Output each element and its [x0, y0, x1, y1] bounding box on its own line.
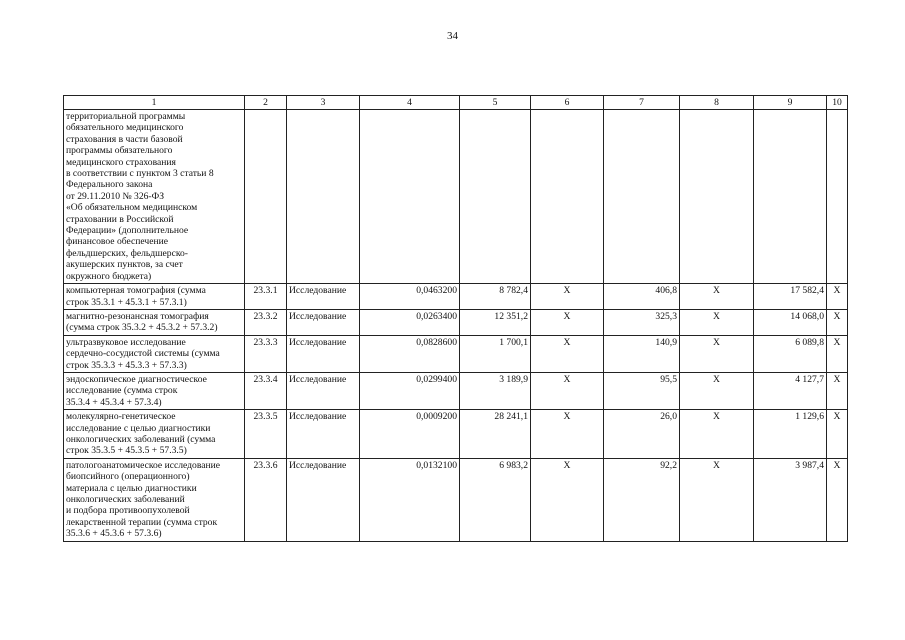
- column-header-9: 9: [754, 96, 827, 110]
- row-x-cell: X: [827, 284, 848, 310]
- table-header-row: [64, 96, 848, 110]
- row-value-cell: 3 987,4: [754, 458, 827, 541]
- row-x-cell: X: [531, 284, 604, 310]
- row-x-cell: X: [827, 372, 848, 409]
- row-value-cell: 26,0: [604, 410, 680, 459]
- row-unit-cell: Исследование: [287, 372, 360, 409]
- row-value-cell: 8 782,4: [460, 284, 531, 310]
- empty-cell: [460, 110, 531, 284]
- row-code-cell: 23.3.4: [245, 372, 287, 409]
- empty-cell: [680, 110, 754, 284]
- row-value-cell: 140,9: [604, 335, 680, 372]
- table-row: [64, 309, 848, 335]
- row-code-cell: 23.3.5: [245, 410, 287, 459]
- row-value-cell: 1 700,1: [460, 335, 531, 372]
- row-value-cell: 0,0299400: [360, 372, 460, 409]
- row-value-cell: 17 582,4: [754, 284, 827, 310]
- page-number: 34: [447, 30, 458, 42]
- row-unit-cell: Исследование: [287, 458, 360, 541]
- column-header-5: 5: [460, 96, 531, 110]
- empty-cell: [287, 110, 360, 284]
- row-x-cell: X: [531, 335, 604, 372]
- row-x-cell: X: [680, 458, 754, 541]
- row-x-cell: X: [531, 458, 604, 541]
- row-value-cell: 28 241,1: [460, 410, 531, 459]
- row-value-cell: 6 089,8: [754, 335, 827, 372]
- row-value-cell: 92,2: [604, 458, 680, 541]
- row-code-cell: 23.3.1: [245, 284, 287, 310]
- row-x-cell: X: [827, 410, 848, 459]
- empty-cell: [754, 110, 827, 284]
- table-row: [64, 458, 848, 541]
- column-header-7: 7: [604, 96, 680, 110]
- row-name-cell: патологоанатомическое исследование биопсийного (операционного) материала с целью диагностики онкологических заболеваний и подбора противоопухолевой лекарственной терапии (сумма строк 35.3.6 + 45.3.6 + 57.3.6): [64, 458, 245, 541]
- column-header-2: 2: [245, 96, 287, 110]
- row-value-cell: 0,0828600: [360, 335, 460, 372]
- intro-cell: территориальной программы обязательного медицинского страхования в части базовой программы обязательного медицинского страхования в соответствии с пунктом 3 статьи 8 Федерального закона от 29.11.2010 № 326-ФЗ «Об обязательном медицинском страховании в Российской Федерации» (дополнительное финансовое обеспечение фельдшерских, фельдшерско- акушерских пунктов, за счет окружного бюджета): [64, 110, 245, 284]
- row-code-cell: 23.3.6: [245, 458, 287, 541]
- table-row: [64, 410, 848, 459]
- row-name-cell: молекулярно-генетическое исследование с целью диагностики онкологических заболеваний (сумма строк 35.3.5 + 45.3.5 + 57.3.5): [64, 410, 245, 459]
- row-x-cell: X: [680, 284, 754, 310]
- row-value-cell: 4 127,7: [754, 372, 827, 409]
- row-name-cell: ультразвуковое исследование сердечно-сосудистой системы (сумма строк 35.3.3 + 45.3.3 + 57.3.3): [64, 335, 245, 372]
- row-x-cell: X: [827, 309, 848, 335]
- empty-cell: [360, 110, 460, 284]
- row-value-cell: 14 068,0: [754, 309, 827, 335]
- row-value-cell: 1 129,6: [754, 410, 827, 459]
- table-row: [64, 335, 848, 372]
- row-unit-cell: Исследование: [287, 284, 360, 310]
- row-value-cell: 0,0132100: [360, 458, 460, 541]
- row-unit-cell: Исследование: [287, 410, 360, 459]
- row-value-cell: 325,3: [604, 309, 680, 335]
- row-code-cell: 23.3.2: [245, 309, 287, 335]
- column-header-4: 4: [360, 96, 460, 110]
- column-header-8: 8: [680, 96, 754, 110]
- column-header-10: 10: [827, 96, 848, 110]
- row-name-cell: эндоскопическое диагностическое исследование (сумма строк 35.3.4 + 45.3.4 + 57.3.4): [64, 372, 245, 409]
- row-value-cell: 95,5: [604, 372, 680, 409]
- row-value-cell: 12 351,2: [460, 309, 531, 335]
- table-row-intro: [64, 110, 848, 284]
- row-value-cell: 0,0263400: [360, 309, 460, 335]
- empty-cell: [604, 110, 680, 284]
- row-value-cell: 0,0463200: [360, 284, 460, 310]
- row-value-cell: 6 983,2: [460, 458, 531, 541]
- table-body: [64, 110, 848, 542]
- row-x-cell: X: [680, 309, 754, 335]
- row-value-cell: 3 189,9: [460, 372, 531, 409]
- row-x-cell: X: [680, 410, 754, 459]
- row-code-cell: 23.3.3: [245, 335, 287, 372]
- data-table: [63, 95, 848, 542]
- row-name-cell: магнитно-резонансная томография (сумма строк 35.3.2 + 45.3.2 + 57.3.2): [64, 309, 245, 335]
- row-x-cell: X: [827, 335, 848, 372]
- row-x-cell: X: [531, 309, 604, 335]
- column-header-6: 6: [531, 96, 604, 110]
- empty-cell: [827, 110, 848, 284]
- row-unit-cell: Исследование: [287, 335, 360, 372]
- row-x-cell: X: [680, 335, 754, 372]
- row-value-cell: 406,8: [604, 284, 680, 310]
- empty-cell: [245, 110, 287, 284]
- row-unit-cell: Исследование: [287, 309, 360, 335]
- row-x-cell: X: [531, 410, 604, 459]
- table-row: [64, 372, 848, 409]
- row-value-cell: 0,0009200: [360, 410, 460, 459]
- column-header-3: 3: [287, 96, 360, 110]
- empty-cell: [531, 110, 604, 284]
- row-x-cell: X: [680, 372, 754, 409]
- row-x-cell: X: [827, 458, 848, 541]
- table-row: [64, 284, 848, 310]
- row-x-cell: X: [531, 372, 604, 409]
- row-name-cell: компьютерная томография (сумма строк 35.3.1 + 45.3.1 + 57.3.1): [64, 284, 245, 310]
- column-header-1: 1: [64, 96, 245, 110]
